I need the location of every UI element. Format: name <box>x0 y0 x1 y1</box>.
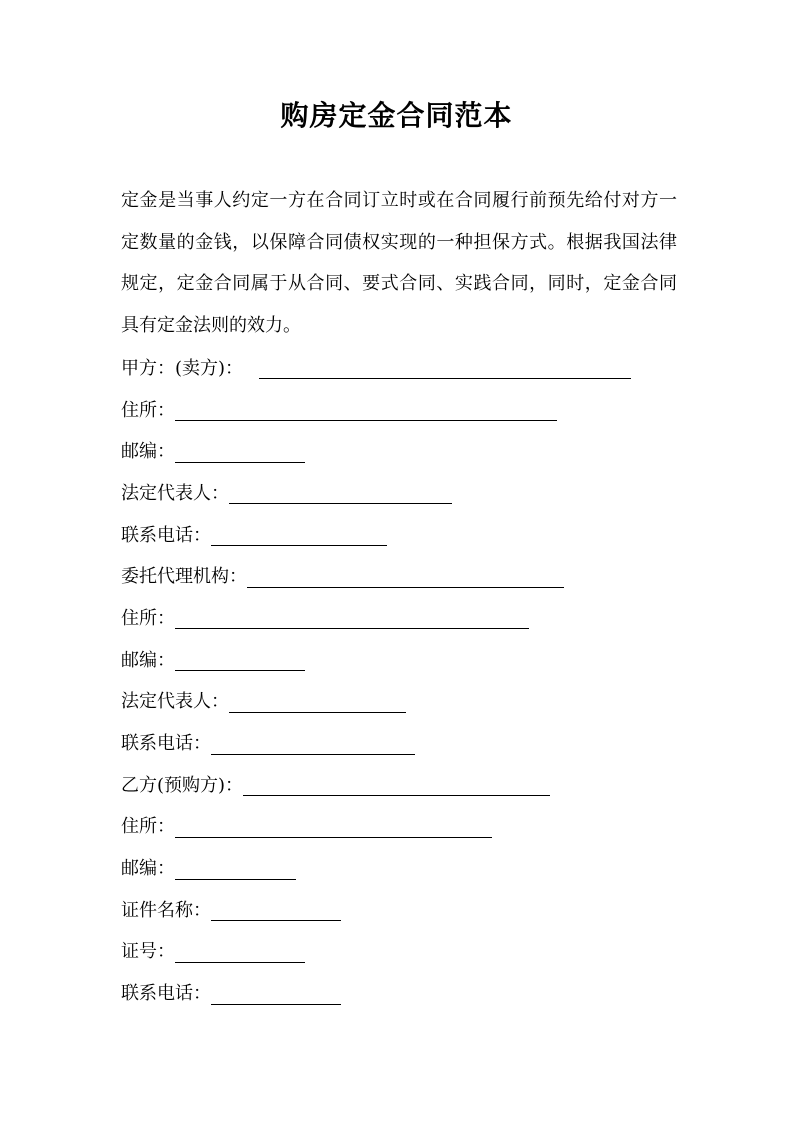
field-postcode <box>121 429 681 471</box>
field-agency-phone <box>121 721 681 763</box>
field-buyer-address <box>121 805 681 847</box>
blank-line[interactable] <box>211 734 415 755</box>
field-legal-representative <box>121 471 681 513</box>
field-label: 法定代表人： <box>121 691 229 713</box>
field-agency <box>121 554 681 596</box>
field-buyer-phone <box>121 971 681 1013</box>
blank-line[interactable] <box>247 567 564 588</box>
blank-line[interactable] <box>175 942 305 963</box>
field-party-a-seller <box>121 346 681 388</box>
field-label: 联系电话： <box>121 983 211 1005</box>
field-phone <box>121 513 681 555</box>
blank-line[interactable] <box>211 900 341 921</box>
document-title: 购房定金合同范本 <box>280 99 513 132</box>
field-agency-legal-representative <box>121 680 681 722</box>
field-id-type <box>121 888 681 930</box>
field-id-number <box>121 930 681 972</box>
field-label: 邮编： <box>121 441 175 463</box>
blank-line[interactable] <box>229 692 406 713</box>
blank-line[interactable] <box>175 859 296 880</box>
field-label: 委托代理机构： <box>121 566 247 588</box>
field-label: 住所： <box>121 816 175 838</box>
intro-paragraph: 定金是当事人约定一方在合同订立时或在合同履行前预先给付对方一定数量的金钱，以保障合同债权实现的一种担保方式。根据我国法律规定，定金合同属于从合同、要式合同、实践合同，同时，定金合同具有定金法则的效力。 <box>121 190 677 337</box>
field-agency-address <box>121 596 681 638</box>
field-label: 住所： <box>121 607 175 629</box>
blank-line[interactable] <box>243 775 550 796</box>
blank-line[interactable] <box>175 442 305 463</box>
field-label: 法定代表人： <box>121 482 229 504</box>
field-label: 乙方(预购方)： <box>121 774 244 796</box>
field-label: 证号： <box>121 941 175 963</box>
blank-line[interactable] <box>259 358 631 379</box>
field-label: 证件名称： <box>121 899 211 921</box>
field-label: 邮编： <box>121 858 175 880</box>
field-agency-postcode <box>121 638 681 680</box>
party-fields <box>121 346 681 1013</box>
blank-line[interactable] <box>211 525 387 546</box>
field-label: 联系电话： <box>121 524 211 546</box>
field-label: 邮编： <box>121 649 175 671</box>
field-label: 甲方：(卖方)： <box>121 357 244 379</box>
blank-line[interactable] <box>175 650 305 671</box>
blank-line[interactable] <box>229 483 452 504</box>
blank-line[interactable] <box>175 400 557 421</box>
field-label: 联系电话： <box>121 733 211 755</box>
field-buyer-postcode <box>121 846 681 888</box>
field-address <box>121 388 681 430</box>
blank-line[interactable] <box>175 817 492 838</box>
field-party-b-buyer <box>121 763 681 805</box>
blank-line[interactable] <box>211 984 341 1005</box>
field-label: 住所： <box>121 399 175 421</box>
blank-line[interactable] <box>175 608 529 629</box>
